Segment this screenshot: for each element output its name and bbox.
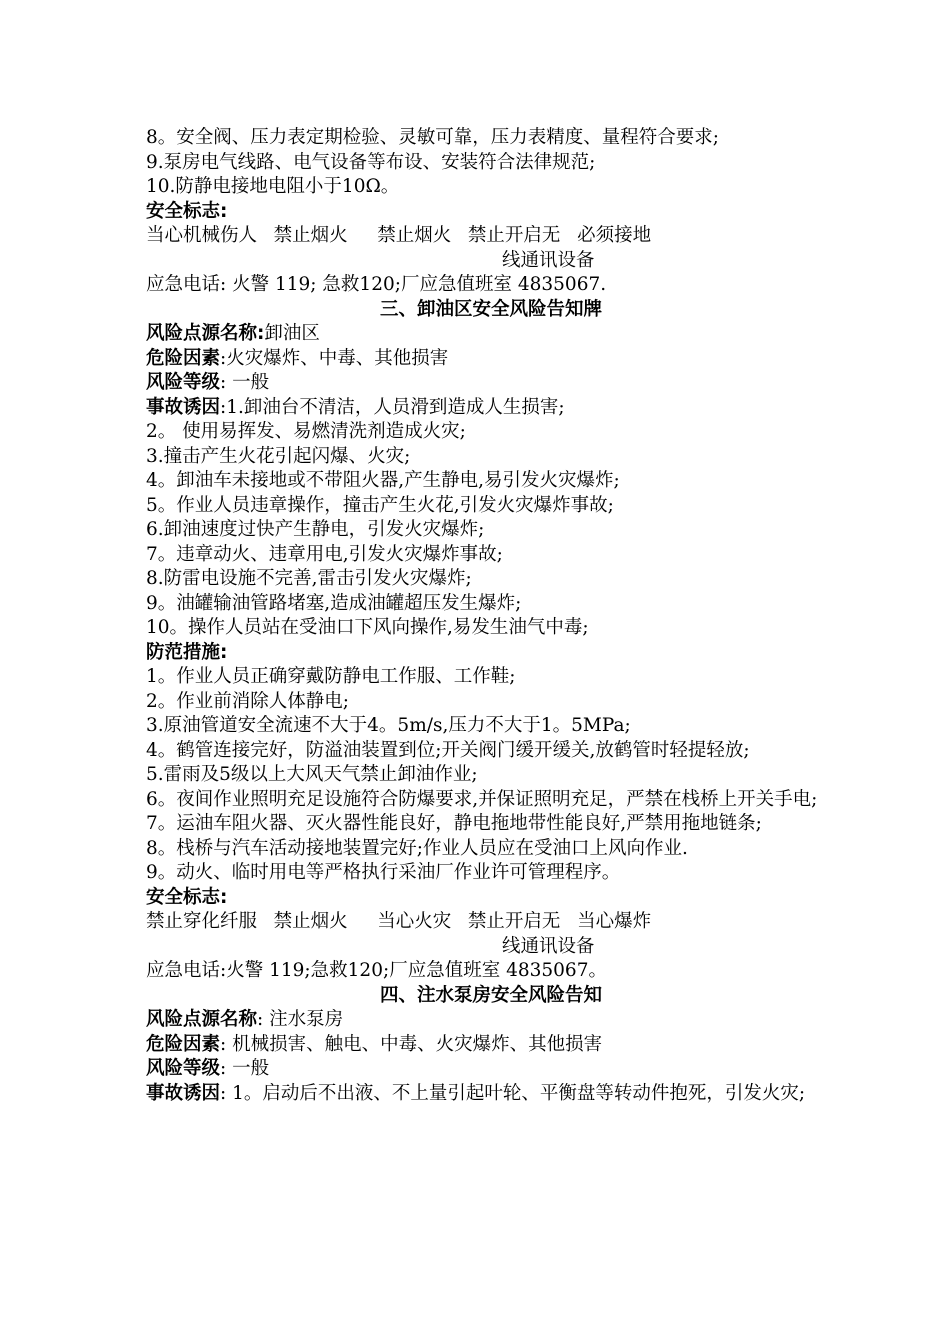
field-label: 风险等级 (146, 1058, 221, 1079)
field-label: 危险因素 (146, 347, 221, 369)
field-value: : 注水泵房 (257, 1009, 344, 1030)
field-value: :1.卸油台不清洁，人员滑到造成人生损害; (220, 396, 565, 418)
emergency-phone: 应急电话: 火警 119; 急救120;厂应急值班室 4835067. (146, 274, 607, 295)
field-label: 风险点源名称 (146, 1009, 258, 1030)
risk-level (146, 1057, 836, 1082)
measure-item: 7。运油车阻火器、灭火器性能良好，静电拖地带性能良好,严禁用拖地链条; (146, 813, 762, 834)
hazard-factors (146, 347, 836, 372)
safety-signs-row (146, 910, 836, 935)
cause-item: 2。 使用易挥发、易燃清洗剂造成火灾; (146, 421, 466, 442)
measure-item: 4。鹤管连接完好，防溢油装置到位;开关阀门缓开缓关,放鹤管时轻提轻放; (146, 739, 750, 761)
sign-text: 当心火灾 (377, 911, 452, 932)
sign-text: 禁止烟火 (273, 225, 348, 246)
measure-item: 2。作业前消除人体静电; (146, 690, 350, 712)
accident-causes (146, 396, 836, 421)
section-title: 三、卸油区安全风险告知牌 (379, 298, 602, 320)
sign-text: 禁止穿化纤服 (146, 911, 258, 932)
field-value: : 机械损害、触电、中毒、火灾爆炸、其他损害 (220, 1033, 603, 1055)
cause-item: 4。卸油车未接地或不带阻火器,产生静电,易引发火灾爆炸; (146, 470, 620, 491)
cause-item: 7。违章动火、违章用电,引发火灾爆炸事故; (146, 543, 503, 565)
cause-item: 6.卸油速度过快产生静电，引发火灾爆炸; (146, 519, 485, 540)
risk-source-name (146, 322, 836, 347)
field-label: 事故诱因 (146, 396, 221, 418)
cause-item: 8.防雷电设施不完善,雷击引发火灾爆炸; (146, 568, 472, 589)
measure-item: 1。作业人员正确穿戴防静电工作服、工作鞋; (146, 666, 516, 687)
measure-item: 5.雷雨及5级以上大风天气禁止卸油作业; (146, 764, 478, 785)
field-value: : 1。启动后不出液、不上量引起叶轮、平衡盘等转动件抱死，引发火灾; (220, 1082, 806, 1104)
accident-causes (146, 1082, 836, 1107)
cause-item: 10。操作人员站在受油口下风向操作,易发生油气中毒; (146, 617, 589, 638)
sign-text: 必须接地 (577, 225, 652, 246)
sign-text: 当心机械伤人 (146, 225, 258, 246)
field-label: 风险等级 (146, 372, 221, 393)
field-value: : 一般 (220, 1058, 270, 1079)
sign-text: 禁止烟火 (377, 225, 452, 246)
sign-text: 禁止开启无 (467, 225, 561, 246)
measures-label: 防范措施: (146, 641, 228, 663)
cause-item: 5。作业人员违章操作，撞击产生火花,引发火灾爆炸事故; (146, 494, 614, 516)
measure-item: 8。栈桥与汽车活动接地装置完好;作业人员应在受油口上风向作业. (146, 837, 688, 859)
safety-signs-row (146, 224, 836, 249)
cause-item: 3.撞击产生火花引起闪爆、火灾; (146, 445, 411, 467)
measure-item: 3.原油管道安全流速不大于4。5m/s,压力不大于1。5MPa; (146, 715, 631, 736)
sign-text-continued: 线通讯设备 (502, 935, 595, 957)
sign-text: 禁止烟火 (273, 911, 348, 932)
sign-text: 禁止开启无 (467, 911, 561, 932)
measure-item: 9。动火、临时用电等严格执行采油厂作业许可管理程序。 (146, 862, 621, 883)
document-page (146, 126, 836, 1106)
section-title: 四、注水泵房安全风险告知 (379, 984, 602, 1006)
sign-text: 当心爆炸 (577, 911, 652, 932)
measure-item: 10.防静电接地电阻小于10Ω。 (146, 176, 400, 197)
field-value: : 一般 (220, 372, 270, 393)
measure-item: 6。夜间作业照明充足设施符合防爆要求,并保证照明充足，严禁在栈桥上开关手电; (146, 788, 818, 810)
field-label: 危险因素 (146, 1033, 221, 1055)
field-value: :火灾爆炸、中毒、其他损害 (220, 347, 449, 369)
measure-item: 9.泵房电气线路、电气设备等布设、安装符合法律规范; (146, 151, 596, 173)
field-value: 卸油区 (264, 323, 320, 344)
field-label: 事故诱因 (146, 1082, 221, 1104)
cause-item: 9。油罐输油管路堵塞,造成油罐超压发生爆炸; (146, 592, 522, 614)
sign-text-continued: 线通讯设备 (502, 249, 595, 271)
measure-item: 8。安全阀、压力表定期检验、灵敏可靠，压力表精度、量程符合要求; (146, 127, 720, 148)
risk-source-name (146, 1008, 836, 1033)
field-label: 风险点源名称: (146, 323, 265, 344)
hazard-factors (146, 1033, 836, 1058)
safety-signs-label: 安全标志: (146, 200, 228, 222)
emergency-phone: 应急电话:火警 119;急救120;厂应急值班室 4835067。 (146, 960, 607, 981)
risk-level (146, 371, 836, 396)
safety-signs-label: 安全标志: (146, 886, 228, 908)
